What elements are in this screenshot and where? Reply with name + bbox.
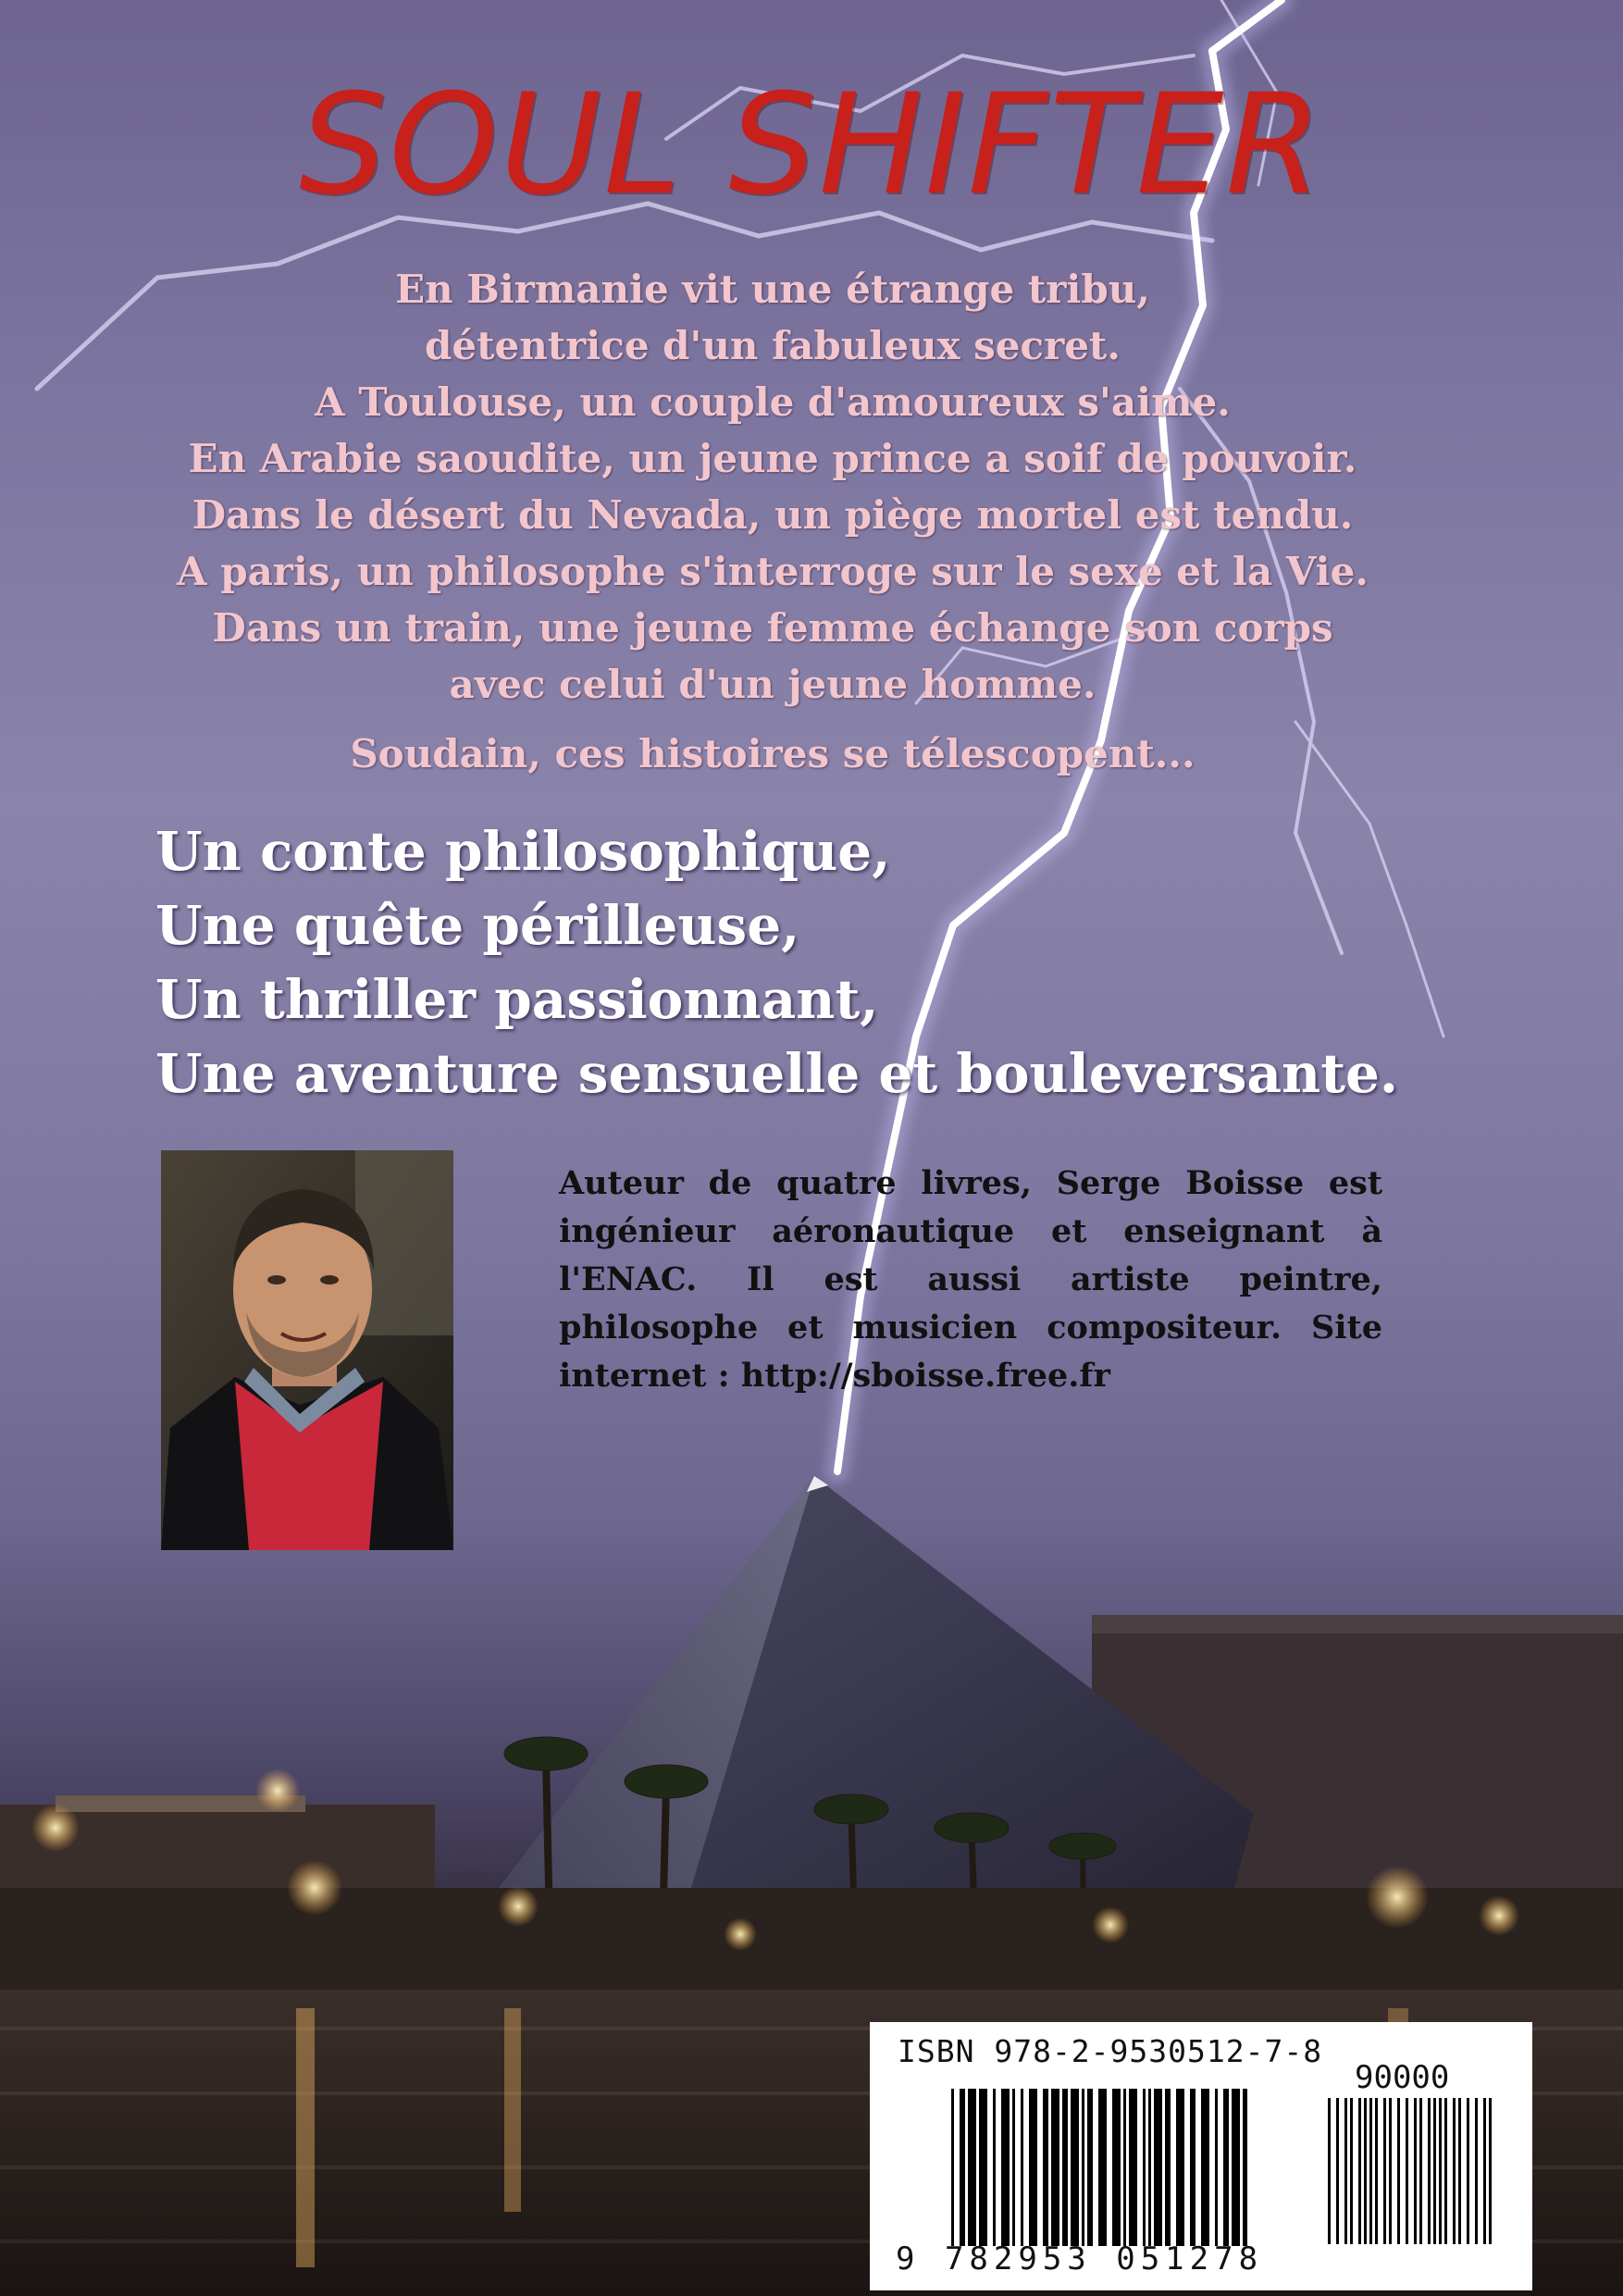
barcode-bar [1148,2089,1151,2246]
barcode-bar [1001,2089,1010,2246]
barcode-bar [1098,2089,1107,2246]
barcode-bar [1444,2098,1447,2244]
barcode-bar [1433,2098,1436,2244]
barcode-bar [1190,2089,1196,2246]
barcode-bar [1215,2089,1218,2246]
barcode-bar [1350,2098,1353,2244]
price-addon-digits: 90000 [1355,2059,1450,2096]
barcode-bar [1375,2098,1378,2244]
synopsis-line: Dans le désert du Nevada, un piège mortel est tendu. [192,492,1354,538]
synopsis-line: détentrice d'un fabuleux secret. [425,323,1121,368]
ean13-digits: 9 782953 051278 [896,2240,1264,2277]
barcode-bar [1439,2098,1442,2244]
barcode-bar [1223,2089,1229,2246]
barcode-bar [1419,2098,1422,2244]
barcode-bar [1414,2098,1417,2244]
barcode-bar [1232,2089,1240,2246]
barcode-bar [1051,2089,1059,2246]
barcode-bar [1123,2089,1126,2246]
barcode-bar [1176,2089,1184,2246]
barcode-bar [1358,2098,1361,2244]
ean13-bars [951,2089,1247,2246]
barcode-bar [1336,2098,1339,2244]
synopsis-line: Dans un train, une jeune femme échange son corps [212,605,1333,651]
addon-bars [1328,2098,1494,2244]
barcode-bar [1389,2098,1392,2244]
barcode-bar [1129,2089,1137,2246]
synopsis-closing: Soudain, ces histoires se télescopent... [350,731,1196,776]
barcode-bar [1369,2098,1372,2244]
barcode-bar [1467,2098,1469,2244]
barcode-bar [1143,2089,1146,2246]
barcode-bar [1489,2098,1492,2244]
barcode-bar [1483,2098,1486,2244]
book-title: SOUL SHIFTER [299,65,1324,226]
barcode-bar [1201,2089,1209,2246]
barcode-bar [1062,2089,1068,2246]
tagline: Un thriller passionnant, [155,968,879,1031]
barcode-bar [1154,2089,1162,2246]
barcode-bar [1021,2089,1023,2246]
barcode-bar [1428,2098,1431,2244]
barcode-bar [1082,2089,1084,2246]
synopsis-line: En Birmanie vit une étrange tribu, [395,267,1150,312]
barcode-bar [1397,2098,1400,2244]
barcode-bar [1112,2089,1121,2246]
barcode-bar [1087,2089,1093,2246]
barcode-bar [960,2089,965,2246]
synopsis-line: avec celui d'un jeune homme. [449,662,1096,707]
tagline: Une quête périlleuse, [155,894,800,957]
tagline: Une aventure sensuelle et bouleversante. [155,1042,1399,1105]
barcode-bar [1012,2089,1015,2246]
taglines [155,814,1497,1111]
author-bio: Auteur de quatre livres, Serge Boisse est ingénieur aéronautique et enseignant à l'ENAC. Il est aussi artiste peintre, philosophe et musicien compositeur. Site internet : http://sboisse.free.fr [559,1164,1382,1395]
barcode-bar [993,2089,996,2246]
synopsis-line: En Arabie saoudite, un jeune prince a soif de pouvoir. [188,436,1357,481]
barcode-bar [1344,2098,1347,2244]
barcode-bar [1071,2089,1079,2246]
barcode-bar [1475,2098,1478,2244]
barcode-bar [1165,2089,1171,2246]
synopsis [111,261,1434,782]
barcode-bar [1406,2098,1408,2244]
barcode-bar [979,2089,987,2246]
barcode-bar [1243,2089,1247,2246]
barcode-bar [1383,2098,1386,2244]
synopsis-line: A Toulouse, un couple d'amoureux s'aime. [315,379,1231,425]
barcode-bar [1453,2098,1456,2244]
tagline: Un conte philosophique, [155,820,891,883]
isbn-label: ISBN 978-2-9530512-7-8 [898,2033,1323,2069]
barcode-bar [968,2089,976,2246]
barcode-bar [1043,2089,1048,2246]
barcode-bar [1458,2098,1461,2244]
isbn-barcode [870,2022,1532,2290]
barcode-bar [1328,2098,1331,2244]
synopsis-line: A paris, un philosophe s'interroge sur le sexe et la Vie. [177,549,1369,594]
barcode-bar [1029,2089,1037,2246]
barcode-bar [1364,2098,1367,2244]
barcode-bar [951,2089,954,2246]
author-photo [161,1150,453,1550]
